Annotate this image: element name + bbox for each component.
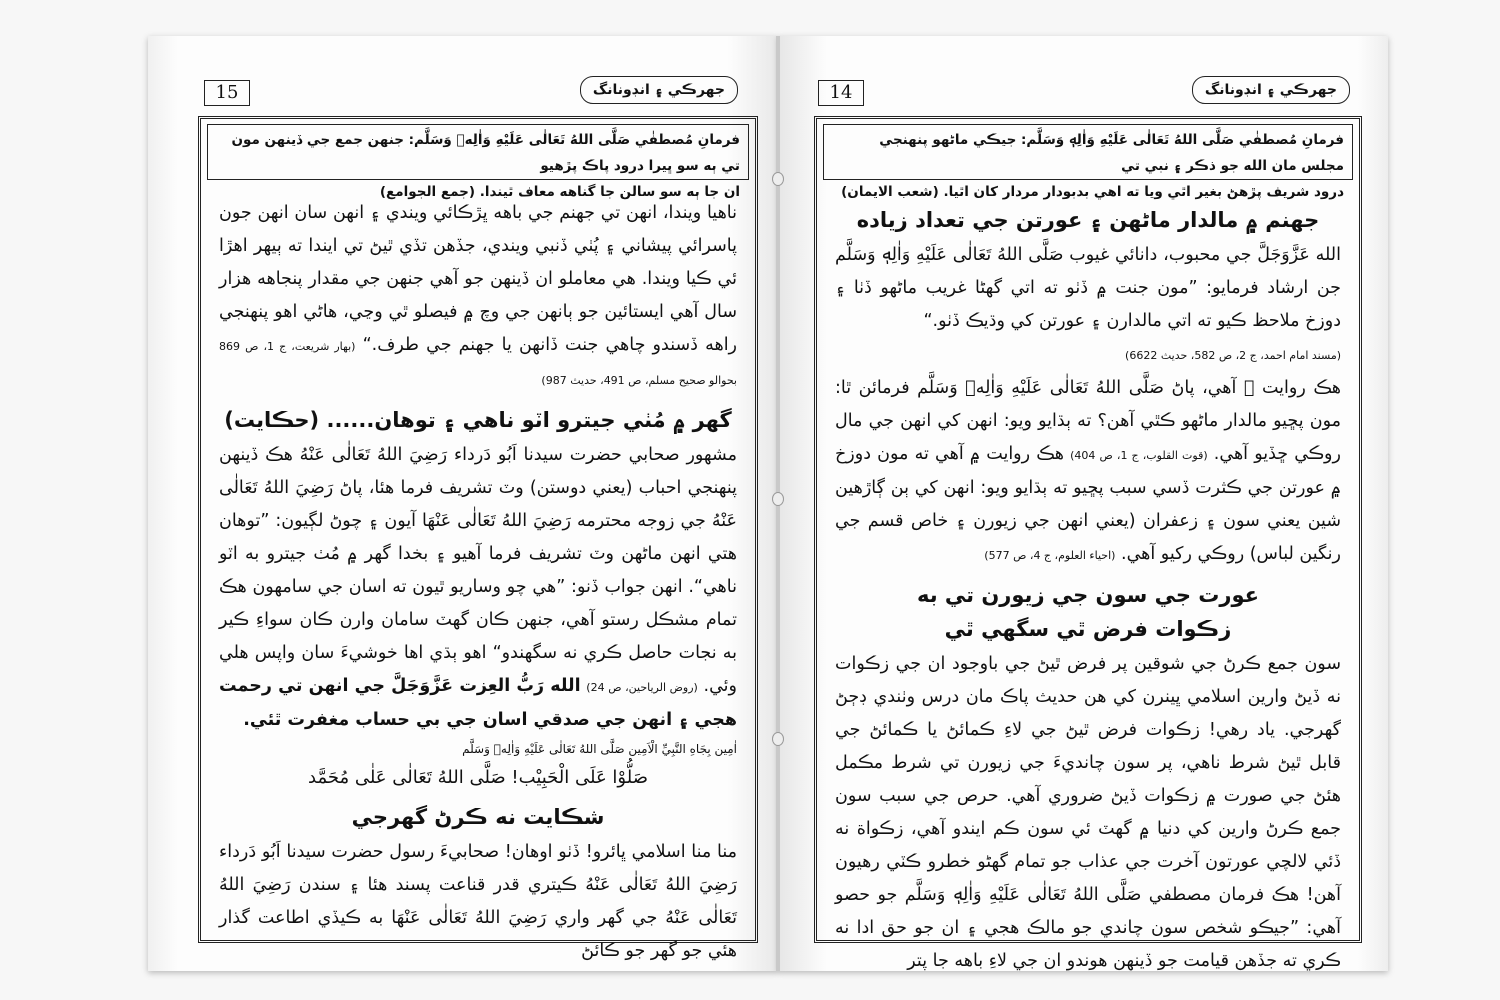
paragraph: [835, 372, 1341, 572]
page-number: 14: [818, 80, 864, 106]
paragraph-text: الله رَبُّ العِزت عَزَّوَجَلَّ جي انهن تي رحمت هجي ۽ انهن جي صدقي اسان جي بي حساب مغفرت ٿئي.: [219, 676, 737, 730]
reference: (قوت القلوب، ج 1، ص 404): [1070, 449, 1208, 462]
salawat-line: صَلُّوْا عَلَى الْحَبِيْب! صَلَّى اللهُ تَعَالٰى عَلٰى مُحَمَّد: [308, 767, 648, 788]
section-heading: گهر ۾ مُٺي جيترو اٽو ناهي ۽ توهان...... (حڪايت): [224, 408, 732, 432]
paragraph-text: الله عَزَّوَجَلَّ جي محبوب، دانائي غيوب صَلَّى اللهُ تَعَالٰى عَلَيْهِ وَاٰلِهٖ وَسَلَّم جن ارشاد فرمايو: ”مون جنت ۾ ڏٺو ته اتي گهڻا غريب ماڻهو ڏٺا ۽ دوزخ ملاحظ ڪيو ته اتي مالدارن ۽ عورتن کي وڌيڪ ڏٺو.“: [835, 245, 1341, 331]
right-page: [778, 36, 1388, 971]
running-header-title: جهرڪي ۽ انڊونانگ: [580, 76, 738, 104]
page-number: 15: [204, 80, 250, 106]
page-body: [219, 197, 738, 961]
text-frame: [198, 116, 758, 961]
running-header-title: جهرڪي ۽ انڊونانگ: [1192, 76, 1350, 104]
text-frame: [814, 116, 1362, 971]
paragraph-text: مشهور صحابي حضرت سيدنا اَبُو دَرداء رَضِيَ اللهُ تَعَالٰى عَنْهُ هڪ ڏينهن پنهنجي احباب (يعني دوستن) وٽ تشريف فرما هئا، پاڻ رَضِيَ اللهُ تَعَالٰى عَنْهُ جي زوجه محترمه رَضِيَ اللهُ تَعَالٰى عَنْهَا آيون ۽ چوڻ لڳيون: ”توهان هتي انهن ماڻهن وٽ تشريف فرما آهيو ۽ بخدا گهر ۾ مُٺ جيترو به اٽو ناهي“. انهن جواب ڏنو: ”هي چو وساريو ٿيون ته اسان جي سامهون هڪ تمام مشڪل رستو آهي، جنهن ڪان گهٽ سامان وارن ڪان سواءِ ڪير به نجات حاصل ڪري نه سگهندو“ اهو ٻڌي اها خوشيءَ سان واپس هلي وئي.: [219, 445, 737, 696]
ameen-line: اٰمِين بِجَاهِ النَّبِيِّ الْاَمِين صَلَّى اللهُ تَعَالٰى عَلَيْهِ وَاٰلِهٖ وَسَلَّم: [462, 742, 737, 756]
reference: (بهار شريعت، ج 1، ص 869 بحوالو صحيح مسلم، ص 491، حديث 987): [219, 340, 737, 387]
paragraph-text: هڪ روايت ۾ آهي، پاڻ صَلَّى اللهُ تَعَالٰى عَلَيْهِ وَاٰلِهٖ وَسَلَّم فرمائن ٿا: مون پڇيو مالدار ماڻهو ڪٿي آهن؟ ته ٻڌايو ويو: انهن کي انهن جي مال روڪي ڇڏيو آهي.: [835, 378, 1341, 464]
hadith-header-line: فرمانِ مُصطفٰي صَلَّى اللهُ تَعَالٰى عَلَيْهِ وَاٰلِهٖ وَسَلَّم: جنهن جمع جي ڏينهن مون تي ٻه سو ڀيرا درود پاڪ پڙهيو: [231, 132, 740, 174]
left-page: [148, 36, 778, 971]
open-booklet: [28, 22, 1474, 982]
paragraph-text: هڪ روايت ۾ آهي ته مون دوزخ ۾ عورتن جي ڪثرت ڏسي سبب پڇيو ته ٻڌايو ويو: انهن کي ٻن ڳاڙهين شين يعني سون ۽ زعفران (يعني انهن جي زيورن ۽ خاص قسم جي رنگين لباس) روڪي رکيو آهي.: [835, 444, 1341, 564]
paragraph: سون جمع ڪرڻ جي شوقين پر فرض ٿيڻ جي باوجود ان جي زڪوات نه ڏيڻ وارين اسلامي ڀينرن کي هن حديث پاڪ مان درس وٺندي ڊڄڻ گهرجي. ياد رهي! زڪوات فرض ٿيڻ جي لاءِ ڪمائڻ يا ڪمائڻ جي قابل ٿيڻ شرط ناهي، پر سون چانديءَ جي زيورن تي شرط مڪمل هئڻ جي صورت ۾ زڪوات ڏيڻ ضروري آهي. حرص جي سبب سون جمع ڪرڻ وارين کي دنيا ۾ گهٽ ئي سون ڪم ايندو آهي، زڪواة نه ڏئي لالچي عورتون آخرت جي عذاب جو تمام گهڻو خطرو ڪٽي رهيون آهن! هڪ فرمان مصطفي صَلَّى اللهُ تَعَالٰى عَلَيْهِ وَاٰلِهٖ وَسَلَّم جو حصو آهي: ”جيڪو شخص سون چاندي جو مالڪ هجي ۽ ان جو حق ادا نه ڪري ته جڏهن قيامت جو ڏينهن هوندو ان جي لاءِ باهه جا پتر: [835, 654, 1341, 971]
paragraph: [219, 439, 737, 737]
section-heading: شڪايت نه ڪرڻ گهرجي: [351, 805, 605, 829]
staple: [772, 732, 784, 746]
section-heading: عورت جي سون جي زيورن تي به: [917, 583, 1259, 607]
staple: [772, 492, 784, 506]
section-heading: زڪوات فرض ٿي سگهي ٿي: [944, 617, 1232, 641]
page-body: [835, 197, 1341, 971]
reference: (احياء العلوم، ج 4، ص 577): [984, 549, 1116, 562]
paragraph-text: ناهيا ويندا، انهن تي جهنم جي باهه ڀڙڪائي ويندي ۽ انهن سان انهن جون پاسرائي پيشاني ۽ پُٺي ڏنبي ويندي، جڏهن تڏي ٿيڻ تي ايندا ته ٻيهر اهڙا ئي ڪيا ويندا. هي معاملو ان ڏينهن جو آهي جنهن جي مقدار پنجاهه هزار سال آهي ايستائين جو ٻانهن جي وچ ۾ فيصلو ٿي وڃي، هاڻي اهو پنهنجي راهه ڏسندو چاهي جنت ڏانهن يا جهنم جي طرف.“: [219, 203, 738, 355]
staple: [772, 172, 784, 186]
hadith-header-box: [207, 124, 749, 200]
hadith-header-box: [823, 124, 1353, 200]
reference: (روض الرياحين، ص 24): [586, 681, 698, 694]
hadith-header-line: درود شريف پڙهڻ بغير اٿي ويا ته اهي بدبودار مردار کان اٿيا. (شعب الايمان): [841, 184, 1344, 200]
paragraph: [219, 197, 737, 397]
reference: (مسند امام احمد، ج 2، ص 582، حديث 6622): [1125, 349, 1341, 362]
paragraph: [835, 239, 1341, 372]
section-heading: جهنم ۾ مالدار ماڻهن ۽ عورتن جي تعداد زياده: [856, 208, 1320, 232]
hadith-header-line: ان جا ٻه سو سالن جا گناهه معاف ٿيندا. (جمع الجوامع): [379, 184, 740, 200]
paragraph: منا منا اسلامي ڀائرو! ڏٺو اوهان! صحابيءَ رسول حضرت سيدنا اَبُو دَرداء رَضِيَ اللهُ تَعَالٰى عَنْهُ ڪيتري قدر قناعت پسند هئا ۽ سندن رَضِيَ اللهُ تَعَالٰى عَنْهُ جي گهر واري رَضِيَ اللهُ تَعَالٰى عَنْهَا به ڪيڏي اطاعت گذار هئي جو گهر جو ڪائڻ: [219, 842, 737, 961]
hadith-header-line: فرمانِ مُصطفٰي صَلَّى اللهُ تَعَالٰى عَلَيْهِ وَاٰلِهٖ وَسَلَّم: جيڪي ماڻهو پنهنجي مجلس مان الله جو ذڪر ۽ نبي تي: [879, 132, 1344, 174]
